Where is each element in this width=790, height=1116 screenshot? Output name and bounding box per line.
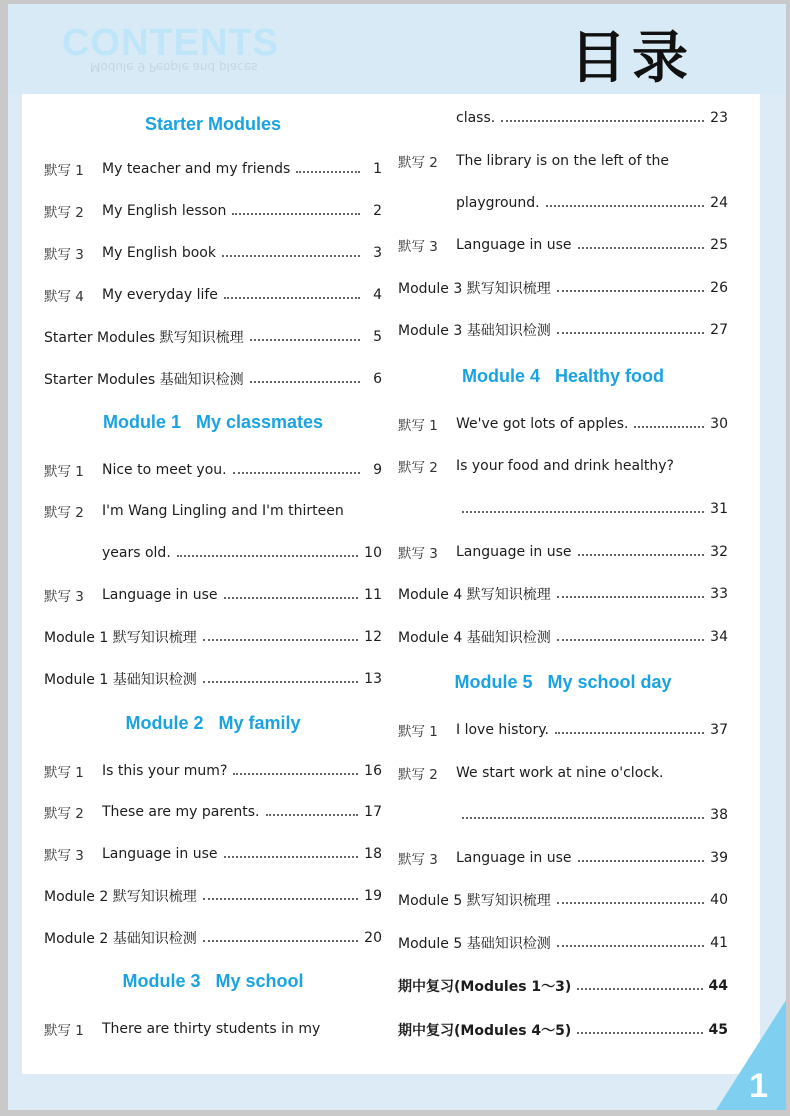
entry-prefix: 默写 2 [398, 767, 438, 783]
entry-title: I love history. [456, 722, 549, 738]
dot-leader [232, 213, 360, 215]
entry-prefix: 默写 3 [44, 589, 84, 605]
toc-entry[interactable] [44, 1017, 382, 1041]
entry-page: 10 [364, 545, 382, 561]
entry-page: 12 [364, 629, 382, 645]
entry-page: 6 [373, 371, 382, 387]
entry-prefix: 默写 3 [398, 852, 438, 868]
dot-leader [557, 596, 704, 598]
entry-title: Starter Modules 默写知识梳理 [44, 330, 244, 346]
toc-entry[interactable] [398, 888, 728, 912]
entry-title: Is this your mum? [102, 763, 228, 779]
toc-entry-review[interactable] [398, 1018, 728, 1042]
entry-page: 11 [364, 587, 382, 603]
dot-leader [555, 732, 704, 734]
entry-title: Module 4 基础知识检测 [398, 630, 551, 646]
entry-page: 44 [708, 978, 728, 994]
dot-leader [557, 639, 704, 641]
entry-prefix: 默写 2 [44, 205, 84, 221]
dot-leader [557, 945, 704, 947]
entry-prefix: 默写 1 [398, 418, 438, 434]
toc-entry[interactable] [398, 454, 728, 478]
toc-entry[interactable] [398, 718, 728, 742]
dot-leader [634, 426, 704, 428]
toc-entry-review[interactable] [398, 974, 728, 998]
page-title: 目录 [570, 26, 694, 91]
entry-title: My English book [102, 245, 216, 261]
header-band [8, 4, 786, 94]
toc-entry[interactable] [398, 540, 728, 564]
dot-leader [266, 814, 359, 816]
entry-title: Language in use [102, 846, 218, 862]
entry-page: 37 [710, 722, 728, 738]
entry-title: Module 3 默写知识梳理 [398, 281, 551, 297]
entry-title: Nice to meet you. [102, 462, 227, 478]
entry-prefix: 默写 3 [398, 239, 438, 255]
toc-entry[interactable] [398, 276, 728, 300]
dot-leader [577, 988, 702, 990]
toc-entry-continued[interactable] [398, 497, 728, 521]
entry-page: 32 [710, 544, 728, 560]
toc-entry[interactable] [44, 367, 382, 391]
entry-title: Language in use [456, 850, 572, 866]
toc-entry[interactable] [398, 233, 728, 257]
entry-prefix: 默写 2 [398, 460, 438, 476]
entry-title: class. [456, 110, 496, 126]
entry-page: 31 [710, 501, 728, 517]
toc-entry[interactable] [44, 241, 382, 265]
toc-entry[interactable] [44, 583, 382, 607]
entry-page: 9 [373, 462, 382, 478]
entry-title: 期中复习(Modules 1～3) [398, 979, 572, 995]
entry-page: 45 [708, 1022, 728, 1038]
entry-page: 27 [710, 322, 728, 338]
entry-page: 1 [373, 161, 382, 177]
toc-entry[interactable] [44, 759, 382, 783]
dot-leader [577, 1032, 702, 1034]
entry-prefix: 默写 2 [44, 505, 84, 521]
entry-page: 33 [710, 586, 728, 602]
toc-entry[interactable] [44, 884, 382, 908]
entry-page: 30 [710, 416, 728, 432]
entry-title: Module 4 默写知识梳理 [398, 587, 551, 603]
entry-page: 24 [710, 195, 728, 211]
entry-title: Starter Modules 基础知识检测 [44, 372, 244, 388]
entry-title: Language in use [102, 587, 218, 603]
entry-page: 40 [710, 892, 728, 908]
entry-prefix: 默写 2 [398, 155, 438, 171]
entry-page: 13 [364, 671, 382, 687]
entry-page: 25 [710, 237, 728, 253]
entry-title: Is your food and drink healthy? [456, 458, 674, 474]
entry-page: 16 [364, 763, 382, 779]
entry-page: 41 [710, 935, 728, 951]
dot-leader [578, 860, 705, 862]
entry-page: 39 [710, 850, 728, 866]
entry-title: There are thirty students in my [102, 1021, 321, 1037]
dot-leader [578, 554, 705, 556]
entry-page: 26 [710, 280, 728, 296]
section-title-module-1: Module 1 My classmates [102, 412, 324, 432]
toc-entry[interactable] [44, 926, 382, 950]
toc-entry[interactable] [44, 667, 382, 691]
dot-leader [557, 902, 704, 904]
dot-leader [224, 297, 360, 299]
entry-title: 期中复习(Modules 4～5) [398, 1023, 572, 1039]
toc-entry[interactable] [398, 846, 728, 870]
bleed-through-text: Module 9 People and places [90, 60, 258, 74]
dot-leader [546, 205, 705, 207]
toc-entry[interactable] [44, 800, 382, 824]
toc-entry-continued[interactable] [398, 191, 728, 215]
entry-page: 5 [373, 329, 382, 345]
toc-entry-continued[interactable] [44, 541, 382, 565]
dot-leader [233, 472, 360, 474]
entry-title: My teacher and my friends [102, 161, 291, 177]
toc-entry[interactable] [44, 499, 382, 523]
entry-title: My English lesson [102, 203, 227, 219]
entry-prefix: 默写 4 [44, 289, 84, 305]
dot-leader [177, 555, 358, 557]
dot-leader [557, 290, 704, 292]
toc-entry[interactable] [44, 842, 382, 866]
entry-prefix: 默写 1 [398, 724, 438, 740]
toc-entry[interactable] [44, 625, 382, 649]
entry-title: Module 2 默写知识梳理 [44, 889, 197, 905]
toc-panel [22, 94, 760, 1074]
contents-heading: CONTENTS [62, 22, 279, 64]
page-sheet [8, 4, 786, 1110]
section-title-module-2: Module 2 My family [125, 713, 301, 733]
entry-prefix: 默写 1 [44, 765, 84, 781]
entry-title: We've got lots of apples. [456, 416, 629, 432]
toc-entry[interactable] [44, 325, 382, 349]
dot-leader [203, 898, 358, 900]
toc-entry[interactable] [398, 761, 728, 785]
section-title-starter: Starter Modules [144, 114, 282, 134]
entry-title: years old. [102, 545, 171, 561]
entry-title: Module 5 基础知识检测 [398, 936, 551, 952]
entry-title: My everyday life [102, 287, 218, 303]
entry-page: 3 [373, 245, 382, 261]
entry-page: 23 [710, 110, 728, 126]
entry-prefix: 默写 3 [44, 848, 84, 864]
dot-leader [233, 773, 358, 775]
entry-page: 17 [364, 804, 382, 820]
section-title-module-5: Module 5 My school day [454, 672, 672, 692]
entry-title: We start work at nine o'clock. [456, 765, 664, 781]
entry-page: 4 [373, 287, 382, 303]
entry-title: Module 3 基础知识检测 [398, 323, 551, 339]
dot-leader [222, 255, 360, 257]
dot-leader [224, 856, 359, 858]
entry-prefix: 默写 1 [44, 1023, 84, 1039]
entry-title: Language in use [456, 544, 572, 560]
entry-title: Module 2 基础知识检测 [44, 931, 197, 947]
entry-page: 20 [364, 930, 382, 946]
entry-page: 38 [710, 807, 728, 823]
toc-entry[interactable] [398, 582, 728, 606]
section-title-module-4: Module 4 Healthy food [461, 366, 664, 386]
toc-entry[interactable] [398, 149, 728, 173]
section-title-module-3: Module 3 My school [122, 971, 304, 991]
toc-entry[interactable] [398, 412, 728, 436]
entry-page: 19 [364, 888, 382, 904]
dot-leader [462, 511, 704, 513]
entry-title: Module 5 默写知识梳理 [398, 893, 551, 909]
dot-leader [224, 597, 359, 599]
entry-title: These are my parents. [102, 804, 260, 820]
entry-page: 2 [373, 203, 382, 219]
entry-title: The library is on the left of the [456, 153, 669, 169]
dot-leader [203, 940, 358, 942]
dot-leader [578, 247, 705, 249]
toc-entry-continued[interactable] [398, 803, 728, 827]
entry-prefix: 默写 3 [398, 546, 438, 562]
entry-title: Language in use [456, 237, 572, 253]
toc-entry[interactable] [398, 931, 728, 955]
dot-leader [250, 339, 360, 341]
entry-title: playground. [456, 195, 540, 211]
toc-entry[interactable] [44, 283, 382, 307]
dot-leader [501, 120, 704, 122]
entry-prefix: 默写 1 [44, 163, 84, 179]
toc-entry-continued[interactable] [398, 106, 728, 130]
toc-entry[interactable] [44, 458, 382, 482]
page-number: 1 [749, 1067, 768, 1105]
entry-title: I'm Wang Lingling and I'm thirteen [102, 503, 344, 519]
entry-prefix: 默写 3 [44, 247, 84, 263]
dot-leader [557, 332, 704, 334]
entry-prefix: 默写 1 [44, 464, 84, 480]
toc-entry[interactable] [44, 199, 382, 223]
dot-leader [203, 639, 358, 641]
toc-entry[interactable] [398, 625, 728, 649]
toc-entry[interactable] [44, 157, 382, 181]
entry-prefix: 默写 2 [44, 806, 84, 822]
entry-title: Module 1 基础知识检测 [44, 672, 197, 688]
dot-leader [250, 381, 360, 383]
entry-page: 34 [710, 629, 728, 645]
dot-leader [462, 817, 704, 819]
dot-leader [296, 171, 360, 173]
dot-leader [203, 681, 358, 683]
entry-title: Module 1 默写知识梳理 [44, 630, 197, 646]
toc-entry[interactable] [398, 318, 728, 342]
entry-page: 18 [364, 846, 382, 862]
